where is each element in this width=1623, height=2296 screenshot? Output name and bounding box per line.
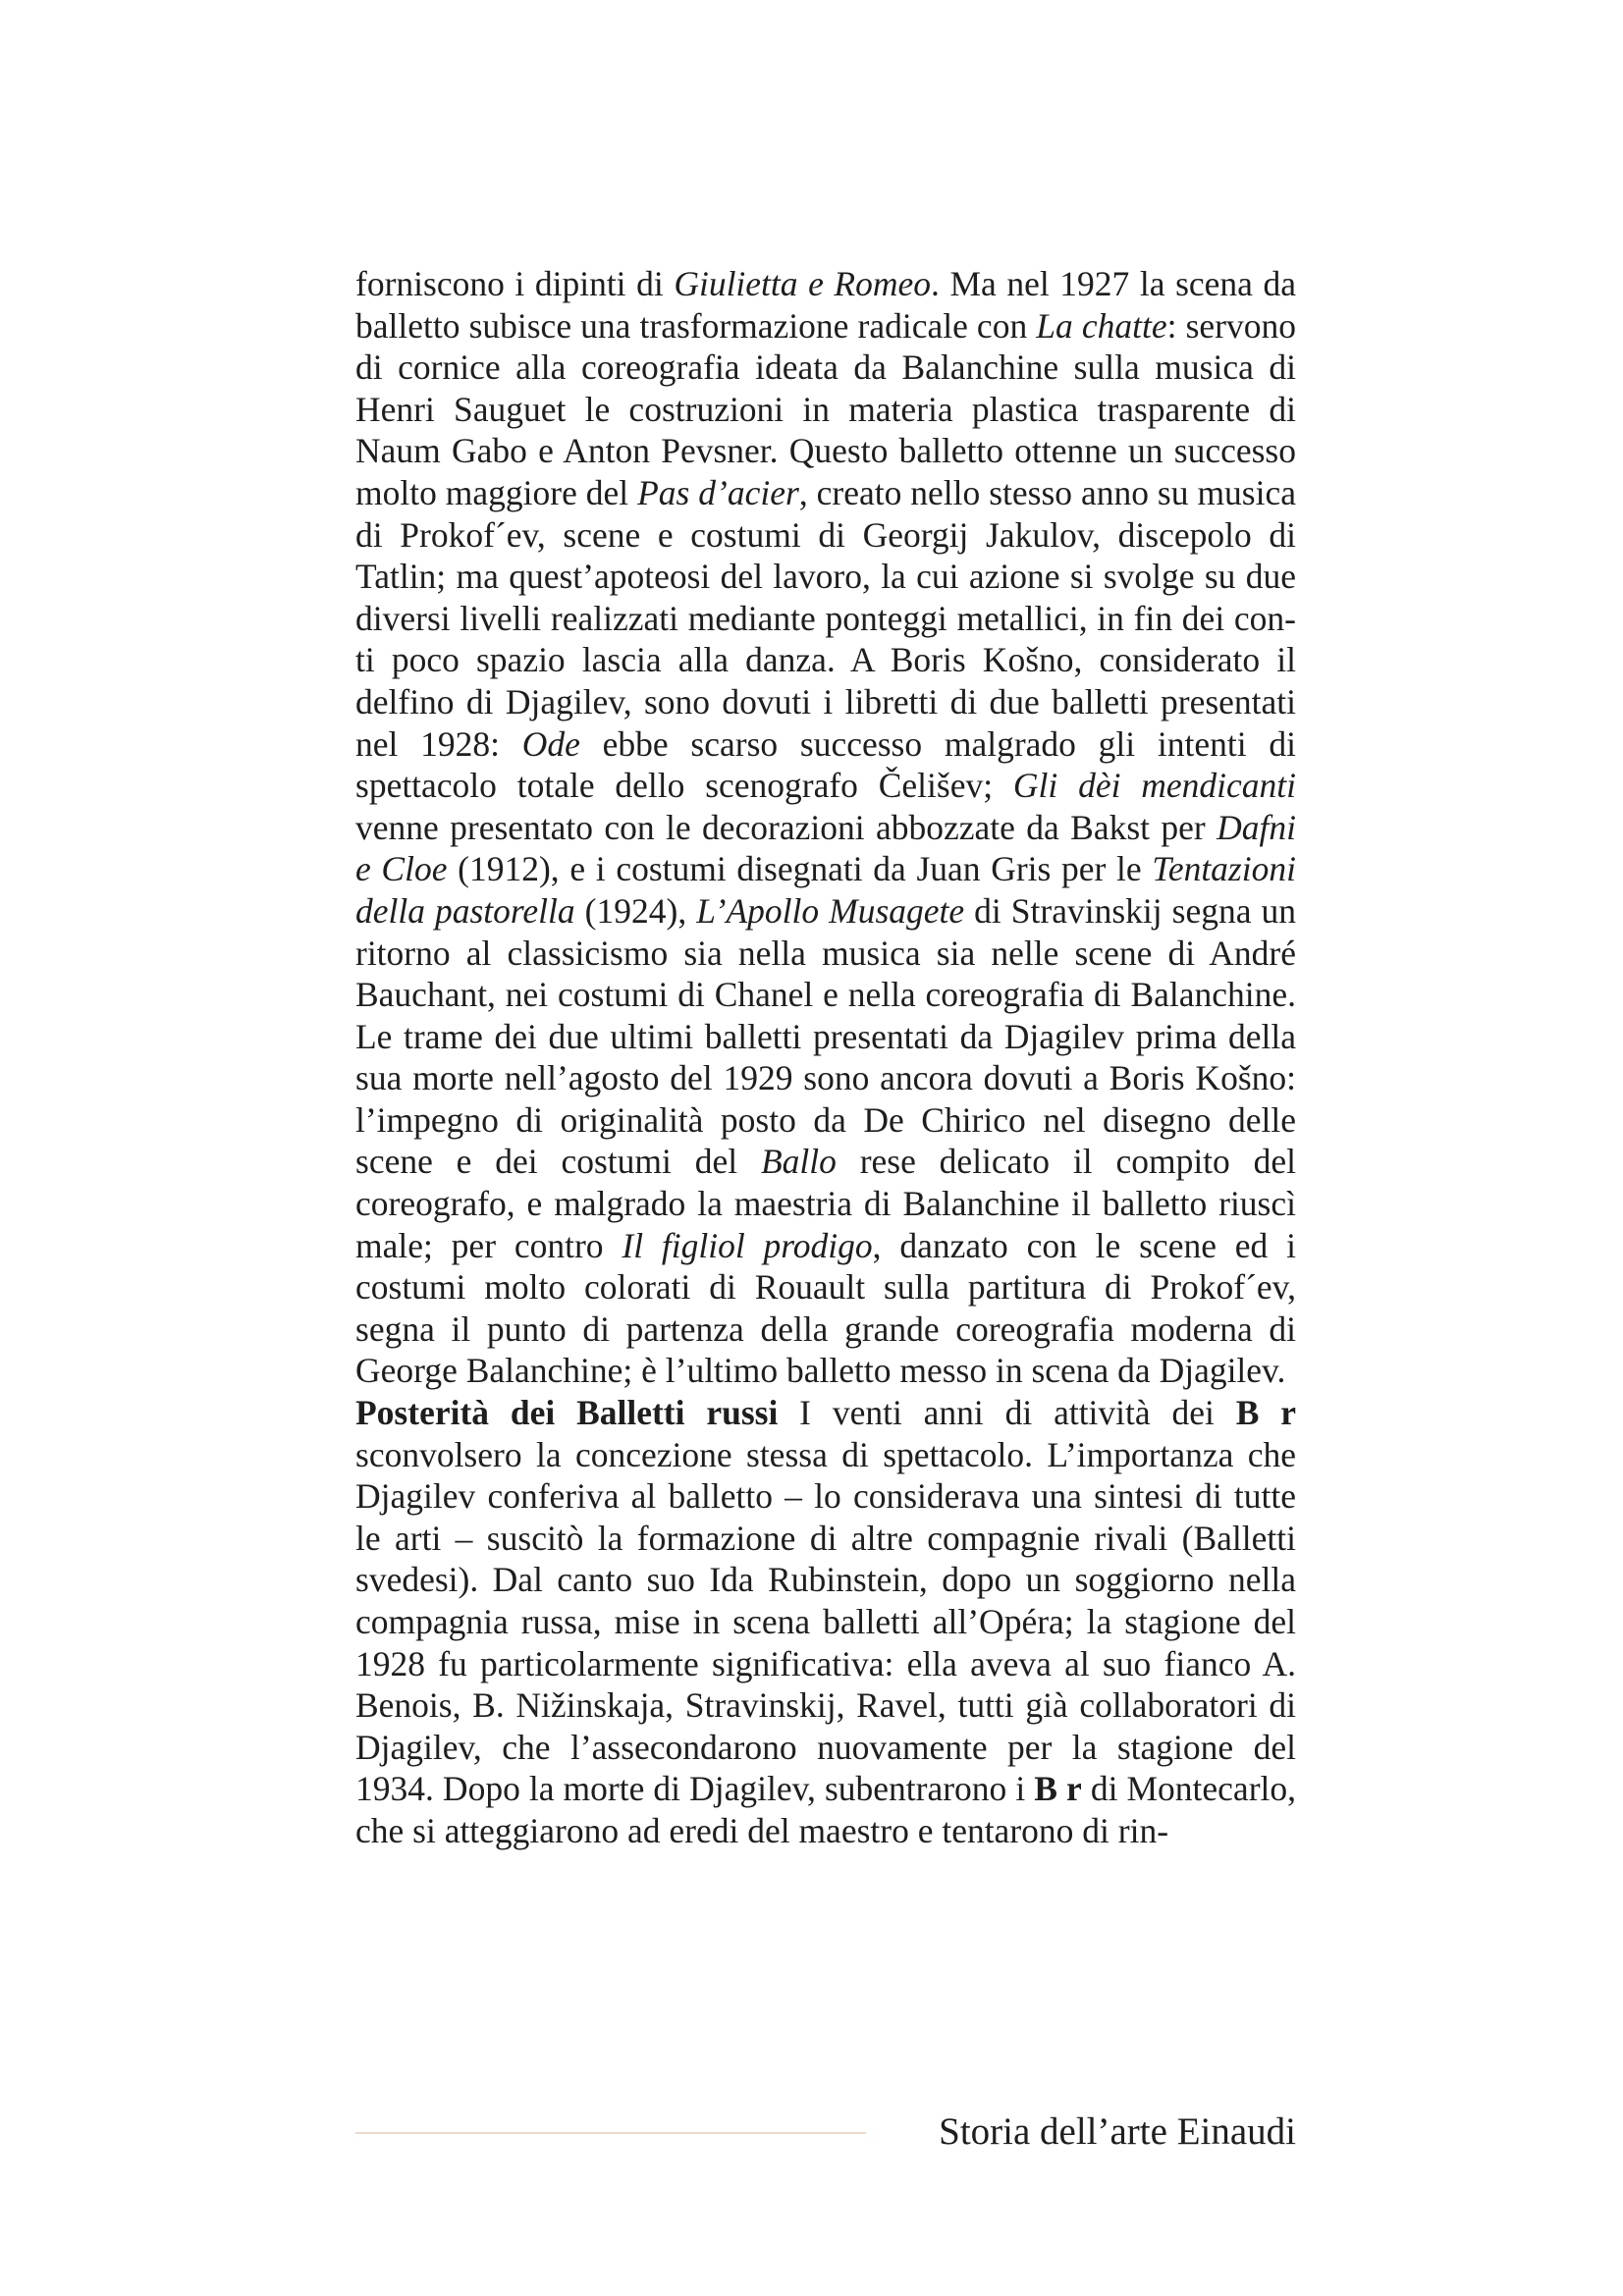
text-run: . Ma nel 1927 la scena da balletto subisce una trasformazione radicale con xyxy=(355,264,1296,346)
work-title: L’Apollo Musagete xyxy=(696,890,965,931)
work-title: Pas d’acier xyxy=(637,472,799,512)
text-run: I venti anni di attività dei xyxy=(778,1393,1236,1433)
publisher-footer: Storia dell’arte Einaudi xyxy=(939,2110,1296,2153)
text-run: di Montecarlo, che si atteggiarono ad eredi del maestro e tentarono di rin- xyxy=(355,1769,1297,1850)
footer-divider xyxy=(355,2132,866,2134)
text-run: forniscono i dipinti di xyxy=(355,264,675,303)
work-title: Ode xyxy=(521,723,580,764)
abbreviation: B r xyxy=(1235,1393,1296,1433)
paragraph-1 xyxy=(355,263,1296,1392)
paragraph-2 xyxy=(355,1392,1296,1852)
text-run: (1924), xyxy=(574,890,697,931)
work-title: Tentazioni della pastorella xyxy=(355,849,1296,931)
work-title: Il figliol prodigo xyxy=(622,1225,873,1265)
text-run: , danzato con le scene ed i costumi molto colorati di Rouault sulla partitura di Prokof´ev, segna il punto di partenza della grande coreografia moderna di George Balanchine; è l’ultimo balletto messo in scena da Djagilev. xyxy=(355,1225,1296,1391)
section-heading: Posterità dei Balletti russi xyxy=(355,1393,779,1433)
work-title: La chatte xyxy=(1036,305,1167,346)
text-run: di Stravinskij segna un ritorno al classicismo sia nella musica sia nelle scene di André Bauchant, nei costumi di Chanel e nella coreografia di Balanchine. Le trame dei due ultimi balletti presentati da Djagilev prima della sua morte nell’agosto del 1929 sono ancora dovuti a Boris Košno: l’impegno di originalità posto da De Chirico nel disegno delle scene e dei costumi del xyxy=(355,890,1296,1182)
text-run: sconvolsero la concezione stessa di spettacolo. L’importanza che Djagilev conferiva al balletto – lo considerava una sintesi di tutte le arti – suscitò la formazione di altre compagnie rivali (Balletti svedesi). Dal canto suo Ida Rubinstein, dopo un soggiorno nella compagnia russa, mise in scena balletti all’Opéra; la stagione del 1928 fu particolarmente significativa: ella aveva al suo fianco A. Benois, B. Nižinskaja, Stravinskij, Ravel, tutti già collaboratori di Djagilev, che l’assecondarono nuovamente per la stagione del 1934. Dopo la morte di Djagilev, subentrarono i xyxy=(355,1434,1296,1809)
work-title: Gli dèi mendicanti xyxy=(1012,766,1296,806)
text-run: (1912), e i costumi disegnati da Juan Gris per le xyxy=(447,849,1153,889)
work-title: Dafni e Cloe xyxy=(355,807,1296,889)
abbreviation: B r xyxy=(1034,1769,1082,1809)
text-run: ebbe scarso successo malgrado gli intenti di spettacolo totale dello scenografo Čelišev; xyxy=(355,723,1296,806)
text-run: : servono di cornice alla coreografia ideata da Balanchine sulla musica di Henri Sauguet le costruzioni in materia plastica trasparente di Naum Gabo e Anton Pevsner. Questo balletto ottenne un successo molto maggiore del xyxy=(355,305,1296,512)
page-body xyxy=(355,263,1296,1852)
work-title: Giulietta e Romeo xyxy=(674,264,932,303)
work-title: Ballo xyxy=(760,1142,837,1182)
text-run: venne presentato con le decorazioni abbozzate da Bakst per xyxy=(355,807,1217,847)
text-run: , creato nello stesso anno su musica di Prokof´ev, scene e costumi di Georgij Jakulov, discepolo di Tatlin; ma quest’apoteosi del lavoro, la cui azione si svolge su due diversi livelli realizzati mediante ponteggi metallici, in fin dei conti poco spazio lascia alla danza. A Boris Košno, considerato il delfino di Djagilev, sono dovuti i libretti di due balletti presentati nel 1928: xyxy=(355,472,1296,764)
text-run: rese delicato il compito del coreografo, e malgrado la maestria di Balanchine il balletto riuscì male; per contro xyxy=(355,1142,1296,1265)
